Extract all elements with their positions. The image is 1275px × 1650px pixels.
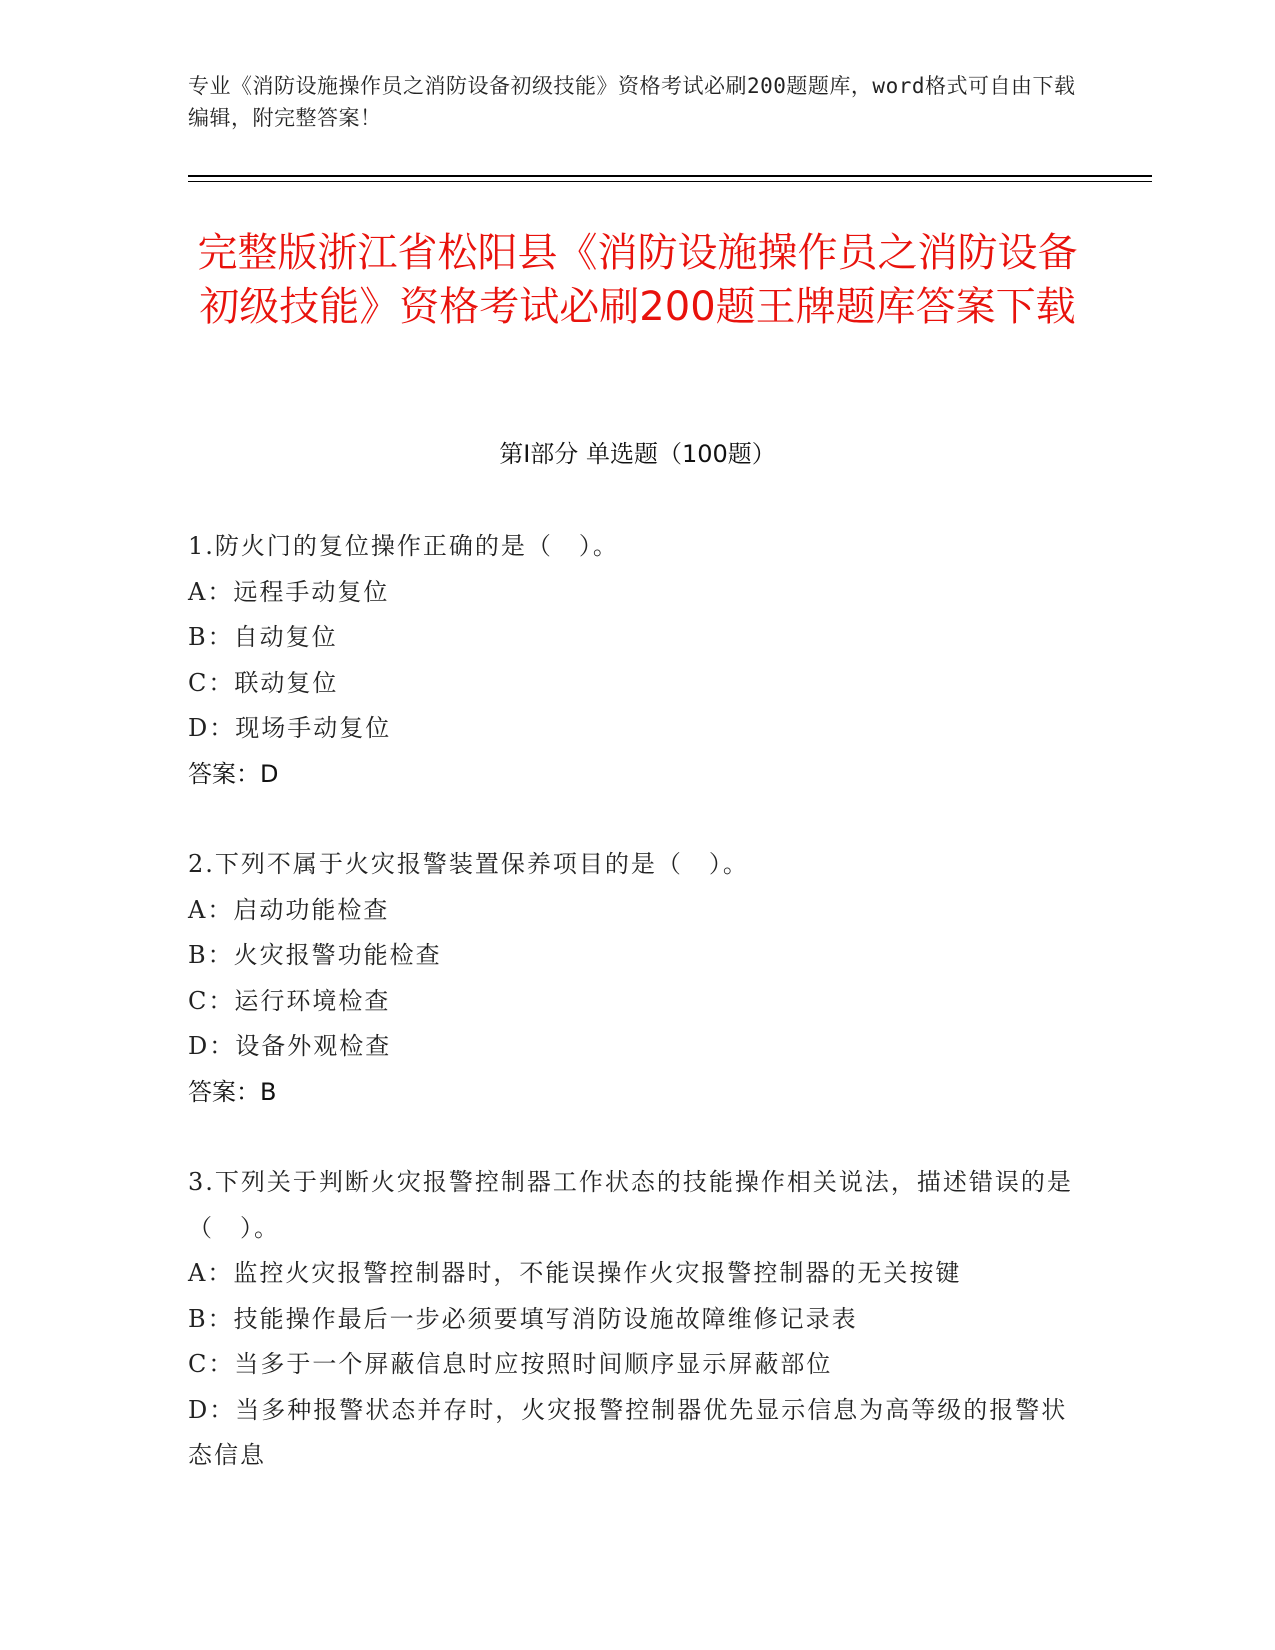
- header-divider-thin: [188, 181, 1152, 182]
- option-b: B：技能操作最后一步必须要填写消防设施故障维修记录表: [188, 1304, 858, 1333]
- option-b: B：自动复位: [188, 623, 338, 651]
- option-b: B：火灾报警功能检查: [188, 941, 442, 969]
- question-stem: 2.下列不属于火灾报警装置保养项目的是（ ）。: [188, 850, 749, 878]
- document-title: 完整版浙江省松阳县《消防设施操作员之消防设备初级技能》资格考试必刷200题王牌题库答案下载: [197, 230, 1078, 330]
- option-c: C：联动复位: [188, 668, 339, 697]
- option-a: A：监控火灾报警控制器时，不能误操作火灾报警控制器的无关按键: [188, 1259, 962, 1287]
- question-3: [188, 1160, 1078, 1479]
- question-stem: 1.防火门的复位操作正确的是（ ）。: [188, 532, 619, 560]
- option-a: A：远程手动复位: [188, 577, 390, 606]
- section-heading: 第Ⅰ部分 单选题（100题）: [499, 440, 776, 468]
- question-2: [188, 842, 1078, 1115]
- option-a: A：启动功能检查: [188, 895, 390, 924]
- option-d: D：当多种报警状态并存时，火灾报警控制器优先显示信息为高等级的报警状态信息: [188, 1395, 1068, 1469]
- option-c: C：当多于一个屏蔽信息时应按照时间顺序显示屏蔽部位: [188, 1350, 833, 1378]
- answer: 答案：B: [188, 1077, 277, 1106]
- option-d: D：设备外观检查: [188, 1032, 392, 1060]
- option-c: C：运行环境检查: [188, 986, 391, 1015]
- header-note: 专业《消防设施操作员之消防设备初级技能》资格考试必刷200题题库，word格式可自由下载编辑，附完整答案！: [188, 74, 1076, 130]
- question-stem: 3.下列关于判断火灾报警控制器工作状态的技能操作相关说法，描述错误的是（ ）。: [188, 1168, 1073, 1242]
- question-1: [188, 524, 1078, 797]
- answer: 答案：D: [188, 759, 279, 788]
- option-d: D：现场手动复位: [188, 714, 392, 742]
- header-divider: [188, 175, 1152, 177]
